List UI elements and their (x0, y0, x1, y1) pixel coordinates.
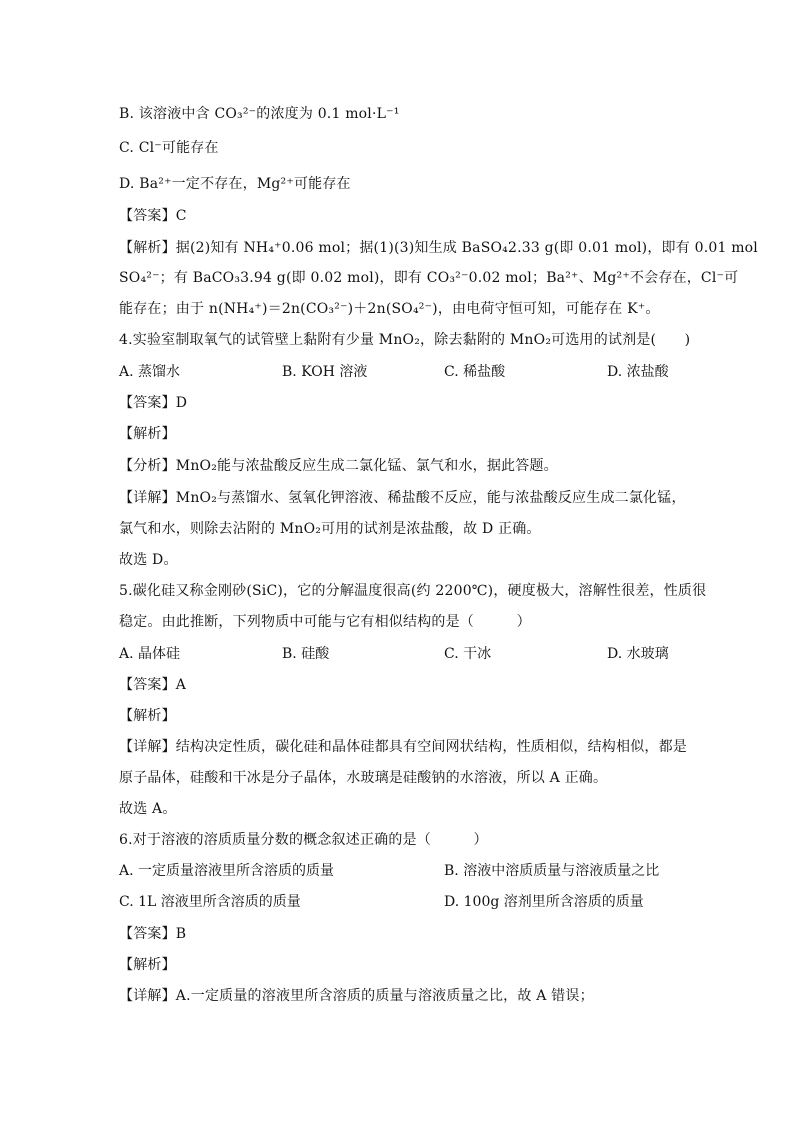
q6-option-c: C. 1L 溶液里所含溶质的质量 (119, 894, 301, 910)
q4-stem: 4.实验室制取氧气的试管壁上黏附有少量 MnO₂，除去黏附的 MnO₂可选用的试剂是( ) (119, 332, 691, 348)
q3-analysis-line-3: 能存在；由于 n(NH₄⁺)＝2n(CO₃²⁻)＋2n(SO₄²⁻)，由电荷守恒可知，可能存在 K⁺。 (119, 301, 660, 317)
q5-answer: 【答案】A (119, 677, 187, 693)
q6-option-a: A. 一定质量溶液里所含溶质的质量 (119, 863, 335, 879)
q4-detail-line-2: 氯气和水，则除去沾附的 MnO₂可用的试剂是浓盐酸，故 D 正确。 (119, 521, 541, 537)
q5-option-b: B. 硅酸 (282, 646, 330, 662)
q4-conclusion: 故选 D。 (119, 552, 178, 568)
q3-analysis-line-1: 【解析】据(2)知有 NH₄⁺0.06 mol；据(1)(3)知生成 BaSO₄2.33 g(即 0.01 mol)，即有 0.01 mol (119, 240, 758, 256)
q5-option-d: D. 水玻璃 (607, 646, 669, 662)
q5-option-a: A. 晶体硅 (119, 646, 181, 662)
q4-option-c: C. 稀盐酸 (444, 364, 506, 380)
q5-option-c: C. 干冰 (444, 646, 492, 662)
q3-answer: 【答案】C (119, 208, 187, 224)
q4-analysis-summary: 【分析】MnO₂能与浓盐酸反应生成二氯化锰、氯气和水，据此答题。 (119, 458, 558, 474)
q3-option-c: C. Cl⁻可能存在 (119, 140, 219, 156)
q6-answer: 【答案】B (119, 926, 187, 942)
q5-analysis-heading: 【解析】 (119, 708, 176, 724)
q6-stem: 6.对于溶液的溶质质量分数的概念叙述正确的是（ ） (119, 832, 488, 848)
q5-detail-line-1: 【详解】结构决定性质，碳化硅和晶体硅都具有空间网状结构，性质相似，结构相似，都是 (119, 739, 687, 755)
q5-stem-line-1: 5.碳化硅又称金刚砂(SiC)，它的分解温度很高(约 2200℃)，硬度极大，溶解性很差，性质很 (119, 583, 707, 599)
q4-analysis-heading: 【解析】 (119, 426, 176, 442)
q4-option-d: D. 浓盐酸 (607, 364, 669, 380)
q4-detail-line-1: 【详解】MnO₂与蒸馏水、氢氧化钾溶液、稀盐酸不反应，能与浓盐酸反应生成二氯化锰， (119, 490, 686, 506)
q6-option-d: D. 100g 溶剂里所含溶质的质量 (444, 894, 644, 910)
q5-detail-line-2: 原子晶体，硅酸和干冰是分子晶体，水玻璃是硅酸钠的水溶液，所以 A 正确。 (119, 770, 608, 786)
q6-option-b: B. 溶液中溶质质量与溶液质量之比 (444, 863, 660, 879)
q3-analysis-line-2: SO₄²⁻；有 BaCO₃3.94 g(即 0.02 mol)，即有 CO₃²⁻0.02 mol；Ba²⁺、Mg²⁺不会存在，Cl⁻可 (119, 270, 739, 286)
q4-answer: 【答案】D (119, 395, 188, 411)
q6-analysis-heading: 【解析】 (119, 957, 176, 973)
q3-option-b: B. 该溶液中含 CO₃²⁻的浓度为 0.1 mol·L⁻¹ (119, 106, 400, 122)
q5-conclusion: 故选 A。 (119, 801, 177, 817)
q3-option-d: D. Ba²⁺一定不存在，Mg²⁺可能存在 (119, 176, 351, 192)
q6-detail-line-1: 【详解】A.一定质量的溶液里所含溶质的质量与溶液质量之比，故 A 错误； (119, 988, 594, 1004)
q5-stem-line-2: 稳定。由此推断，下列物质中可能与它有相似结构的是（ ） (119, 614, 531, 630)
q4-option-a: A. 蒸馏水 (119, 364, 181, 380)
q4-option-b: B. KOH 溶液 (282, 364, 368, 380)
